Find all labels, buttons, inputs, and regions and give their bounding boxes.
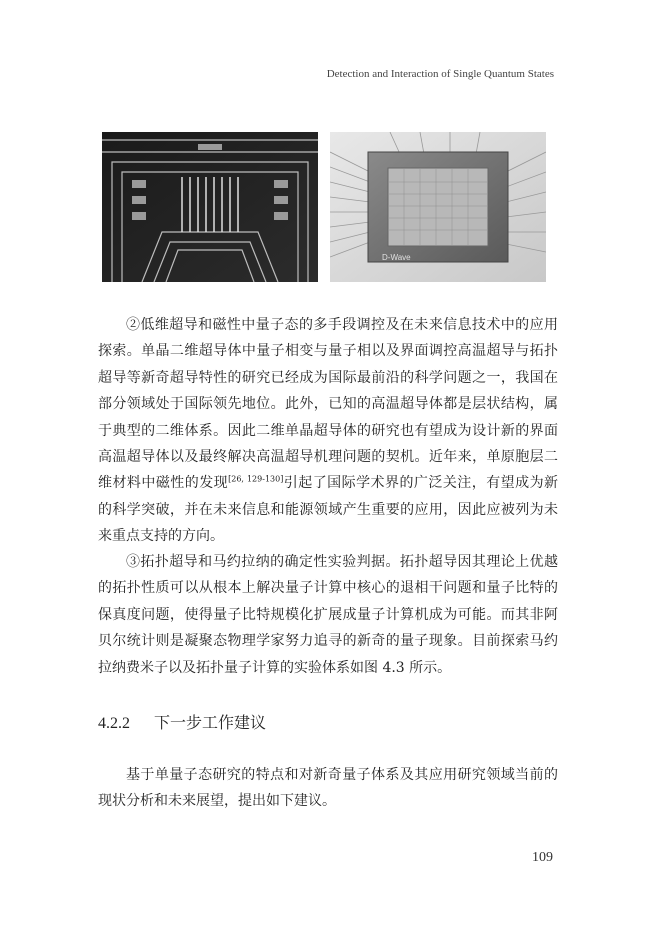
chip-marking-text: D-Wave <box>382 253 411 262</box>
paragraph-2-text: ③拓扑超导和马约拉纳的确定性实验判据。拓扑超导因其理论上优越的拓扑性质可以从根本上解决量子计算中核心的退相干问题和量子比特的保真度问题，使得量子比特规模化扩展成量子计算机成为可能。而其非阿贝尔统计则是凝聚态物理学家努力追寻的新奇的量子现象。目前探索马约拉纳费米子以及拓扑量子计算的实验体系如图 4.3 所示。 <box>98 554 558 676</box>
paragraph-3-text: 基于单量子态研究的特点和对新奇量子体系及其应用研究领域当前的现状分析和未来展望，提出如下建议。 <box>98 767 558 810</box>
section-number: 4.2.2 <box>98 715 130 732</box>
section-title: 下一步工作建议 <box>154 713 267 732</box>
paragraph-2 <box>98 549 558 681</box>
page-number: 109 <box>532 850 553 865</box>
paragraph-1-text: ②低维超导和磁性中量子态的多手段调控及在未来信息技术中的应用探索。单晶二维超导体中量子相变与量子相以及界面调控高温超导与拓扑超导等新奇超导特性的研究已经成为国际最前沿的科学问题之一，我国在部分领域处于国际领先地位。此外，已知的高温超导体都是层状结构，属于典型的二维体系。因此二维单晶超导体的研究也有望成为设计新的界面高温超导体以及最终解决高温超导机理问题的契机。近年来，单原胞层二维材料中磁性的发现 <box>98 317 558 492</box>
figure-quantum-chips <box>102 132 546 282</box>
citation-ref: [26, 129-130] <box>228 474 284 484</box>
paragraph-1 <box>98 312 558 550</box>
running-header: Detection and Interaction of Single Quantum States <box>326 68 554 80</box>
paragraph-1-tail: 引起了国际学术界的广泛关注，有望成为新的科学突破，并在未来信息和能源领域产生重要的应用，因此应被列为未来重点支持的方向。 <box>98 475 559 545</box>
paragraph-3 <box>98 762 558 815</box>
superconducting-chip-image <box>102 132 318 282</box>
processor-package-image <box>330 132 546 282</box>
section-heading <box>98 710 266 733</box>
